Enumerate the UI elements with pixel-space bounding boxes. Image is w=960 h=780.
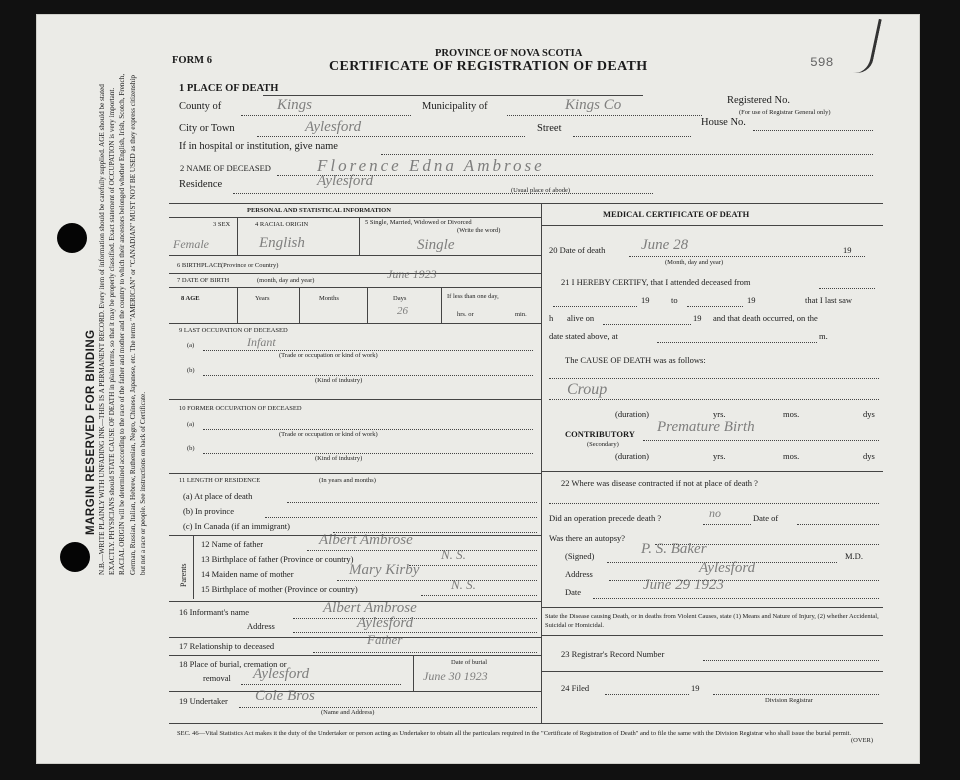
over-label: (OVER): [851, 737, 874, 744]
less-than-day-label: If less than one day,: [447, 293, 499, 300]
personal-info-heading: PERSONAL AND STATISTICAL INFORMATION: [247, 207, 391, 214]
residence-note: (Usual place of abode): [511, 187, 571, 194]
res-c-label: (c) In Canada (if an immigrant): [183, 521, 290, 531]
operation-label: Did an operation precede death ?: [549, 513, 662, 523]
grid-top-rule: [169, 203, 883, 204]
medical-date-line: [593, 598, 879, 599]
division-registrar-note: Division Registrar: [765, 697, 813, 704]
certify-label: 21 I HEREBY CERTIFY, that I attended deceased from: [561, 277, 751, 287]
dys-label-1: dys: [863, 409, 875, 419]
secondary-note: (Secondary): [587, 441, 619, 448]
former-occ-b-line: [203, 453, 533, 454]
mother-name-label: 14 Maiden name of mother: [201, 569, 294, 579]
hrs-label: hrs. or: [457, 311, 474, 318]
contributory-value: Premature Birth: [657, 419, 755, 435]
md-label: M.D.: [845, 551, 863, 561]
res-a-line: [287, 502, 537, 503]
street-label: Street: [537, 123, 562, 134]
burial-place-label: 18 Place of burial, cremation or: [179, 659, 287, 669]
yrs-label-2: yrs.: [713, 451, 726, 461]
contributory-line: [643, 440, 879, 441]
father-birthplace-label: 13 Birthplace of father (Province or country): [201, 554, 354, 564]
rule: [169, 637, 541, 638]
county-value: Kings: [277, 97, 313, 113]
marital-note: (Write the word): [457, 227, 501, 234]
medical-address-value: Aylesford: [699, 560, 756, 576]
mother-birthplace-line: [421, 595, 537, 596]
operation-line: [703, 524, 751, 525]
date-of-death-year: 19: [843, 245, 852, 255]
rule: [541, 471, 883, 472]
operation-value: no: [709, 506, 721, 520]
city-label: City or Town: [179, 123, 235, 134]
rule: [169, 273, 541, 274]
mos-label-1: mos.: [783, 409, 800, 419]
days-value: 26: [397, 305, 408, 317]
birthplace-note: (Province or Country): [221, 262, 279, 269]
father-birthplace-value: N. S.: [441, 547, 466, 562]
alive-h: h: [549, 313, 554, 323]
date-stated-label: date stated above, at: [549, 331, 618, 341]
date-of-death-label: 20 Date of death: [549, 245, 606, 255]
residence-value: Aylesford: [317, 173, 374, 189]
rule: [263, 95, 643, 96]
m-label: m.: [819, 331, 828, 341]
alive-on-line: [603, 324, 691, 325]
rule: [237, 287, 238, 323]
rule: [169, 655, 541, 656]
relationship-value: Father: [367, 632, 403, 647]
undertaker-label: 19 Undertaker: [179, 696, 228, 706]
grid-bottom-rule: [169, 723, 883, 724]
undertaker-value: Cole Bros: [255, 688, 315, 704]
street-line: [573, 136, 691, 137]
municipality-value: Kings Co: [565, 97, 622, 113]
former-industry-note: (Kind of industry): [315, 455, 363, 462]
rule: [169, 399, 541, 400]
house-no-label: House No.: [701, 117, 746, 128]
municipality-label: Municipality of: [422, 101, 488, 112]
division-registrar-line: [713, 694, 879, 695]
signed-value: P. S. Baker: [641, 541, 707, 557]
to-label: to: [671, 295, 678, 305]
rule: [541, 607, 883, 608]
rule: [299, 287, 300, 323]
informant-address-line: [293, 632, 537, 633]
age-label: 8 AGE: [181, 295, 200, 302]
industry-note: (Kind of industry): [315, 377, 363, 384]
hospital-line: [381, 154, 873, 155]
house-line: [753, 130, 873, 131]
sex-value: Female: [173, 237, 209, 251]
margin-instructions: N.B.—WRITE PLAINLY WITH UNFADING INK—THIS IS A PERMANENT RECORD. Every item of information should be carefully supplied. AGE should be stated EXACTLY. PHYSICIANS should STATE CAUSE OF DEATH in plain terms, so that it may be properly classified. Exact statement of OCCUPATION is very important. RACIAL ORIGIN will be determined according to the race of the father and mother and the country to which their ancestors belonged whether English, Irish, Scotch, French, German, Russian, Italian, Hebrew, Ruthenian, Negro, Chinese, Japanese, etc. The terms "AMERICAN" or "CANADIAN" MUST NOT BE USED as they express citizenship but not a race or people. See instructions on back of Certificate.: [98, 73, 147, 575]
state-disease-note: State the Disease causing Death, or in deaths from Violent Causes, state (1) Means and Nature of Injury, (2) whether Accidental, Suicidal or Homicidal.: [545, 613, 879, 629]
informant-label: 16 Informant's name: [179, 607, 249, 617]
cause-line-2: [549, 399, 879, 400]
length-residence-note: (In years and months): [319, 477, 376, 484]
last-saw-label: that I last saw: [805, 295, 852, 305]
city-line: [257, 136, 525, 137]
former-occ-b: (b): [187, 445, 195, 452]
occurred-label: and that death occurred, on the: [713, 313, 818, 323]
burial-date-label: Date of burial: [451, 659, 488, 666]
father-name-value: Albert Ambrose: [319, 532, 413, 548]
date-of-death-line: [629, 256, 865, 257]
date-of-death-value: June 28: [641, 237, 689, 253]
mother-birthplace-label: 15 Birthplace of mother (Province or country): [201, 584, 358, 594]
province-heading: PROVINCE OF NOVA SCOTIA: [435, 48, 583, 59]
signed-label: (Signed): [565, 551, 595, 561]
residence-line: [233, 193, 653, 194]
certify-line: [819, 288, 875, 289]
registrar-record-line: [703, 660, 879, 661]
racial-value: English: [259, 235, 305, 251]
burial-place-value: Aylesford: [253, 666, 310, 682]
years-label: Years: [255, 295, 270, 302]
date-of-death-note: (Month, day and year): [665, 259, 724, 266]
dob-note: (month, day and year): [257, 277, 315, 284]
undertaker-note: (Name and Address): [321, 709, 375, 716]
occ-a: (a): [187, 342, 195, 349]
rule: [169, 287, 541, 288]
deceased-name-value: Florence Edna Ambrose: [317, 156, 545, 175]
county-label: County of: [179, 101, 222, 112]
rule: [169, 473, 541, 474]
rule: [413, 655, 414, 691]
cause-value: Croup: [567, 381, 608, 398]
pen-mark: [853, 16, 882, 76]
municipality-line: [507, 115, 702, 116]
where-contracted-label: 22 Where was disease contracted if not at place of death ?: [561, 478, 758, 488]
margin-binding-label: MARGIN RESERVED FOR BINDING: [85, 329, 97, 535]
informant-address-value: Aylesford: [357, 615, 414, 631]
rule: [169, 323, 541, 324]
from-line: [553, 306, 637, 307]
duration-label-2: (duration): [615, 451, 649, 461]
informant-value: Albert Ambrose: [323, 600, 417, 616]
father-birthplace-line: [409, 565, 537, 566]
to-year: 19: [747, 295, 756, 305]
burial-date-value: June 30 1923: [423, 669, 488, 683]
informant-address-label: Address: [247, 621, 275, 631]
former-trade-note: (Trade or occupation or kind of work): [279, 431, 378, 438]
mos-label-2: mos.: [783, 451, 800, 461]
mother-name-value: Mary Kirby: [349, 562, 420, 578]
res-b-label: (b) In province: [183, 506, 234, 516]
filed-label: 24 Filed: [561, 683, 590, 693]
city-value: Aylesford: [305, 119, 362, 135]
punch-hole-bottom: [60, 542, 90, 572]
medical-date-label: Date: [565, 587, 582, 597]
date-stated-line: [657, 342, 817, 343]
from-year: 19: [641, 295, 650, 305]
length-residence-label: 11 LENGTH OF RESIDENCE: [179, 477, 261, 484]
place-of-death-heading: 1 PLACE OF DEATH: [179, 83, 279, 94]
burial-place-line: [241, 684, 401, 685]
punch-hole-top: [57, 223, 87, 253]
residence-label: Residence: [179, 179, 223, 190]
registrar-record-label: 23 Registrar's Record Number: [561, 649, 665, 659]
trade-note: (Trade or occupation or kind of work): [279, 352, 378, 359]
rule: [193, 535, 194, 599]
occ-b: (b): [187, 367, 195, 374]
date-of-label: Date of: [753, 513, 779, 523]
mother-birthplace-value: N. S.: [451, 577, 476, 592]
rule: [367, 287, 368, 323]
filed-line: [605, 694, 689, 695]
former-occ-a: (a): [187, 421, 195, 428]
registered-no-label: Registered No.: [727, 95, 790, 106]
birthplace-label: 6 BIRTHPLACE: [177, 262, 222, 269]
yrs-label-1: yrs.: [713, 409, 726, 419]
medical-date-value: June 29 1923: [643, 577, 724, 593]
former-occ-a-line: [203, 429, 533, 430]
rule: [541, 635, 883, 636]
rule: [237, 217, 238, 255]
sex-label: 3 SEX: [213, 221, 231, 228]
alive-year: 19: [693, 313, 702, 323]
rule: [169, 217, 541, 218]
informant-line: [293, 618, 537, 619]
months-label: Months: [319, 295, 339, 302]
occ-a-line: [203, 350, 533, 351]
rule: [541, 671, 883, 672]
certificate-sheet: [36, 14, 920, 764]
duration-label-1: (duration): [615, 409, 649, 419]
rule: [169, 691, 541, 692]
relationship-line: [313, 652, 537, 653]
last-occupation-label: 9 LAST OCCUPATION OF DECEASED: [179, 327, 288, 334]
father-name-line: [307, 550, 537, 551]
alive-on-label: alive on: [567, 313, 595, 323]
date-of-line: [797, 524, 879, 525]
dob-value: June 1923: [387, 267, 437, 281]
hospital-label: If in hospital or institution, give name: [179, 141, 338, 152]
cause-label: The CAUSE OF DEATH was as follows:: [565, 355, 706, 365]
to-line: [687, 306, 743, 307]
deceased-name-label: 2 NAME OF DECEASED: [180, 163, 271, 173]
sec46-footer: SEC. 46—Vital Statistics Act makes it the duty of the Undertaker or person acting as Undertaker to obtain all the particulars required in the "Certificate of Registration of Death" and to file the same with the Division Registrar who shall issue the burial permit.: [177, 730, 852, 737]
rule: [541, 225, 883, 226]
parents-label: Parents: [179, 563, 188, 587]
certificate-title: CERTIFICATE OF REGISTRATION OF DEATH: [329, 59, 648, 74]
where-contracted-line: [549, 503, 879, 504]
dys-label-2: dys: [863, 451, 875, 461]
racial-label: 4 RACIAL ORIGIN: [255, 221, 309, 228]
marital-label: 5 Single, Married, Widowed or Divorced: [365, 219, 472, 226]
filed-year: 19: [691, 683, 700, 693]
column-divider: [541, 203, 542, 723]
mother-name-line: [337, 580, 537, 581]
relationship-label: 17 Relationship to deceased: [179, 641, 275, 651]
res-b-line: [265, 517, 537, 518]
rule: [359, 217, 360, 255]
min-label: min.: [515, 311, 527, 318]
marital-value: Single: [417, 237, 455, 253]
dob-label: 7 DATE OF BIRTH: [177, 277, 230, 284]
res-a-label: (a) At place of death: [183, 491, 253, 501]
form-number: FORM 6: [172, 55, 212, 66]
sheet-number: 598: [810, 55, 834, 70]
autopsy-label: Was there an autopsy?: [549, 533, 626, 543]
last-occupation-value: Infant: [247, 335, 276, 349]
former-occupation-label: 10 FORMER OCCUPATION OF DECEASED: [179, 405, 302, 412]
cause-line-1: [549, 378, 879, 379]
days-label: Days: [393, 295, 407, 302]
undertaker-line: [239, 707, 537, 708]
rule: [169, 255, 541, 256]
medical-address-label: Address: [565, 569, 593, 579]
burial-removal-label: removal: [203, 673, 231, 683]
registered-note: (For use of Registrar General only): [739, 109, 831, 116]
rule: [441, 287, 442, 323]
county-line: [241, 115, 411, 116]
occ-b-line: [203, 375, 533, 376]
father-name-label: 12 Name of father: [201, 539, 264, 549]
medical-heading: MEDICAL CERTIFICATE OF DEATH: [603, 209, 750, 219]
contributory-label: CONTRIBUTORY: [565, 429, 635, 439]
